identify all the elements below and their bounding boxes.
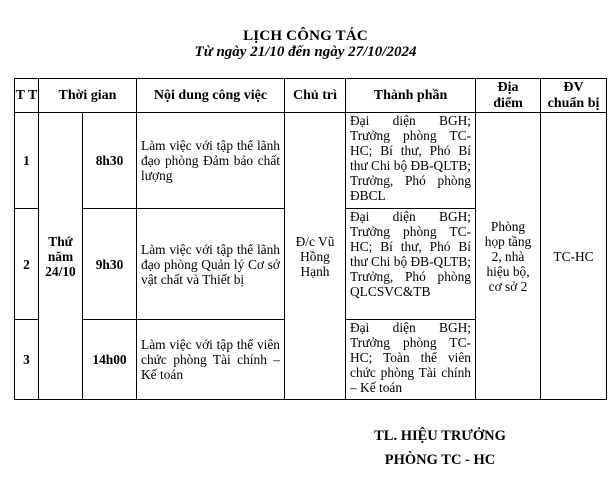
- content-cell: Làm việc với tập thể lãnh đạo phòng Đảm bảo chất lượng: [137, 113, 285, 209]
- table-header-row: [15, 79, 607, 113]
- header-content: Nội dung công việc: [137, 79, 285, 113]
- prep-unit-cell: TC-HC: [541, 113, 607, 400]
- header-chair: Chủ trì: [285, 79, 346, 113]
- header-tt: T T: [15, 79, 39, 113]
- location-cell: Phòng họp tầng 2, nhà hiệu bộ, cơ sở 2: [476, 113, 541, 400]
- table-row: [15, 113, 607, 209]
- participants-cell: Đại diện BGH; Trưởng phòng TC-HC; Bí thư, Phó Bí thư Chi bộ ĐB-QLTB; Trưởng, Phó phòng QLCSVC&TB: [346, 209, 476, 320]
- day-cell: Thứ năm 24/10: [39, 113, 83, 400]
- time-cell: 14h00: [83, 320, 137, 400]
- schedule-table: [14, 78, 607, 400]
- header-prep-unit: ĐV chuẩn bị: [541, 79, 607, 113]
- header-location: Địa điểm: [476, 79, 541, 113]
- time-cell: 9h30: [83, 209, 137, 320]
- content-cell: Làm việc với tập thể lãnh đạo phòng Quản lý Cơ sở vật chất và Thiết bị: [137, 209, 285, 320]
- signature-department: PHÒNG TC - HC: [384, 452, 496, 468]
- row-number: 3: [15, 320, 39, 400]
- participants-cell: Đại diện BGH; Trưởng phòng TC-HC; Toàn thể viên chức phòng Tài chính – Kế toán: [346, 320, 476, 400]
- header-time: Thời gian: [39, 79, 137, 113]
- date-range-subtitle: Từ ngày 21/10 đến ngày 27/10/2024: [194, 44, 417, 60]
- row-number: 1: [15, 113, 39, 209]
- time-cell: 8h30: [83, 113, 137, 209]
- row-number: 2: [15, 209, 39, 320]
- participants-cell: Đại diện BGH; Trưởng phòng TC-HC; Bí thư, Phó Bí thư Chi bộ ĐB-QLTB; Trưởng, Phó phòng ĐBCL: [346, 113, 476, 209]
- document-title: LỊCH CÔNG TÁC: [243, 28, 368, 44]
- header-participants: Thành phần: [346, 79, 476, 113]
- chair-cell: Đ/c Vũ Hồng Hạnh: [285, 113, 346, 400]
- signature-title: TL. HIỆU TRƯỞNG: [374, 428, 506, 444]
- content-cell: Làm việc với tập thể viên chức phòng Tài chính – Kế toán: [137, 320, 285, 400]
